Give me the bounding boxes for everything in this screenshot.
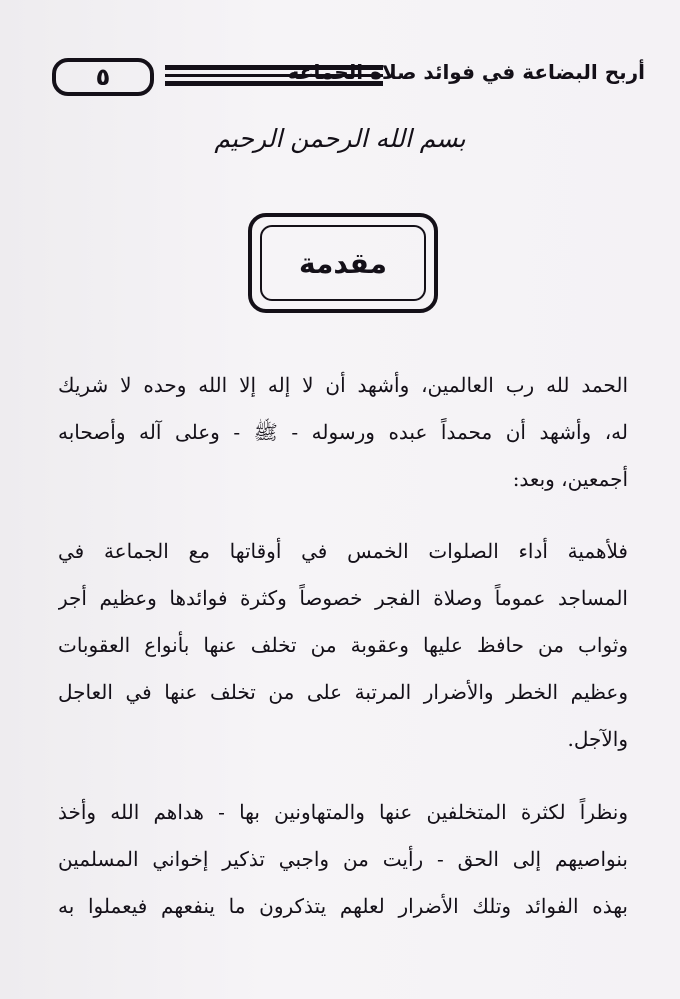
section-title-frame xyxy=(248,213,438,313)
text-line: فلأهمية أداء الصلوات الخمس في أوقاتها مع الجماعة في xyxy=(58,539,628,563)
paragraph-1 xyxy=(58,362,628,503)
text-line: أجمعين، وبعد: xyxy=(512,467,628,491)
text-line: الحمد لله رب العالمين، وأشهد أن لا إله إلا الله وحده لا شريك xyxy=(58,373,628,397)
page-number: ٥ xyxy=(95,63,111,91)
basmala: بسم الله الرحمن الرحيم xyxy=(214,124,466,153)
paragraph-2 xyxy=(58,528,628,763)
page-header xyxy=(40,52,645,100)
book-title: أربح البضاعة في فوائد صلاة الجماعة xyxy=(287,60,645,84)
text-line: وثواب من حافظ عليها وعقوبة من تخلف عنها بأنواع العقوبات xyxy=(58,633,628,657)
text-line: بنواصيهم إلى الحق - رأيت من واجبي تذكير إخواني المسلمين xyxy=(58,847,628,871)
text-line: والآجل. xyxy=(567,727,628,751)
paragraph-3 xyxy=(58,789,628,930)
text-line: بهذه الفوائد وتلك الأضرار لعلهم يتذكرون ما ينفعهم فيعملوا به xyxy=(58,894,628,918)
text-line: وعظيم الخطر والأضرار المرتبة على من تخلف عنها في العاجل xyxy=(58,680,628,704)
page-number-box xyxy=(52,58,154,96)
text-line: المساجد عموماً وصلاة الفجر خصوصاً وكثرة فوائدها وعظيم أجر xyxy=(58,586,628,610)
section-title: مقدمة xyxy=(260,225,426,301)
text-line: له، وأشهد أن محمداً عبده ورسوله - ﷺ - وعلى آله وأصحابه xyxy=(58,420,628,444)
text-line: ونظراً لكثرة المتخلفين عنها والمتهاونين بها - هداهم الله وأخذ xyxy=(58,800,628,824)
